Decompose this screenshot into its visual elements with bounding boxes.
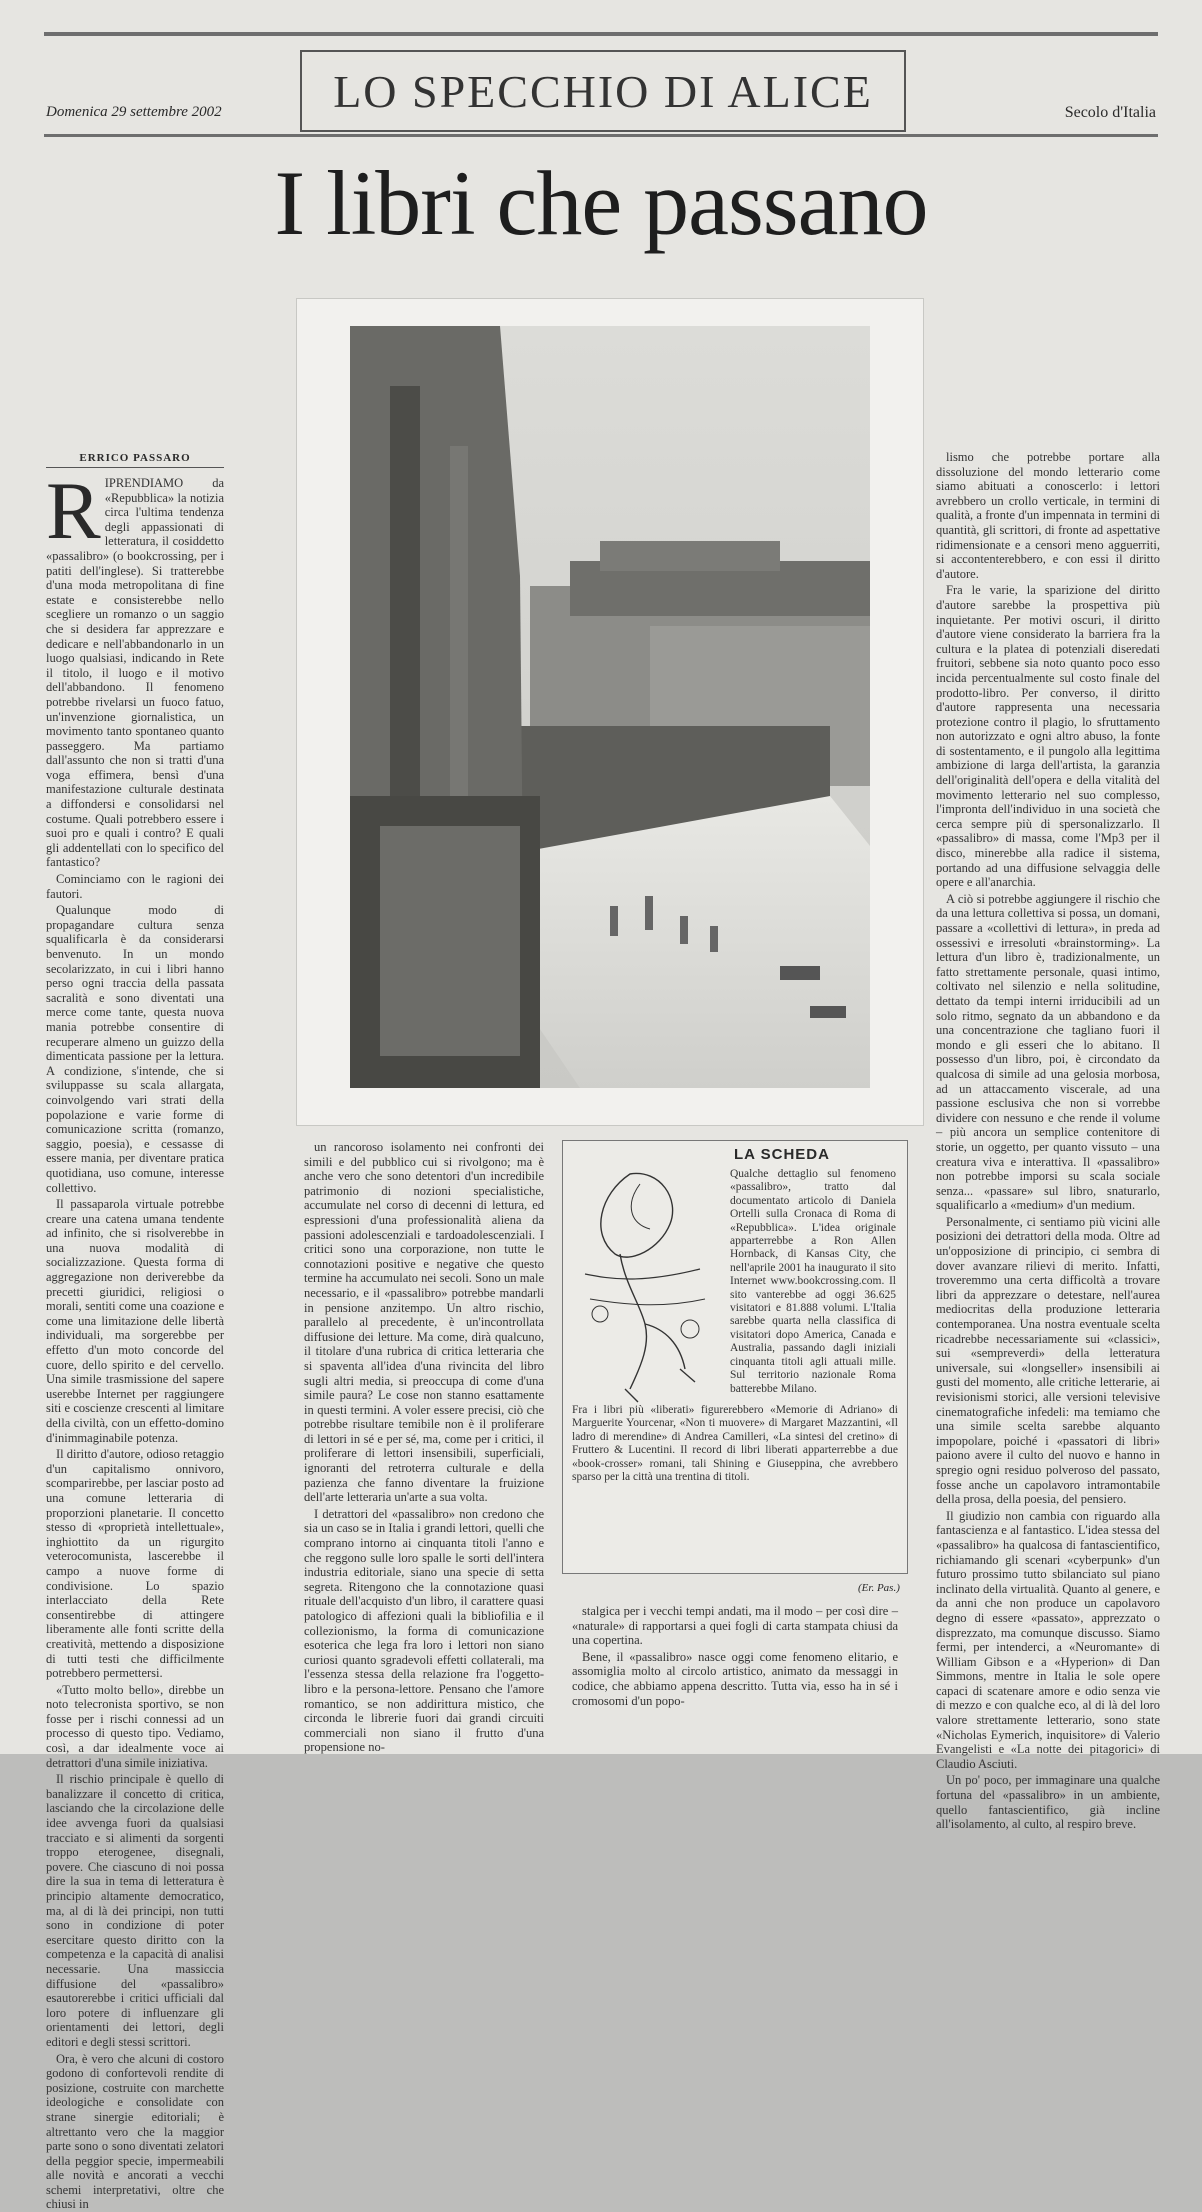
- issue-date: Domenica 29 settembre 2002: [46, 104, 222, 120]
- author-byline: ERRICO PASSARO: [46, 452, 224, 468]
- section-rubric: LO SPECCHIO DI ALICE: [300, 50, 906, 132]
- column-3: [572, 1604, 898, 1708]
- paragraph: Bene, il «passalibro» nasce oggi come fenomeno elitario, e assomiglia molto al circolo artistico, animato da messaggi in codice, che abbiamo appena descritto. Tutta via, esso ha in sé i cromosomi d'un popo-: [572, 1649, 898, 1708]
- top-rule: [44, 32, 1158, 36]
- paragraph: Fra le varie, la sparizione del diritto d'autore sarebbe la prospettiva più inquietante. Per motivi oscuri, il diritto d'autore viene considerato la barriera fra la cultura e la platea di potenziali diseredati fruitori, sebbene sia noto quanto poco esso incida percentualmente sul costo finale del prodotto-libro. Per converso, il diritto d'autore rappresenta una necessaria protezione contro il plagio, lo sfruttamento non autorizzato e ogni altro abuso, la fonte di sostentamento, e il pungolo alla legittima ambizione di larga dell'artista, la garanzia dell'originalità dell'opera e della vitalità del movimento letterario nel suo complesso, l'impronta dell'individuo in una società che cerca sempre più di spersonalizzarlo. Il «passalibro» di massa, come l'Mp3 per il disco, minerebbe alla radice il sistema, portando ad una diffusione selvaggia delle opere e all'anarchia.: [936, 583, 1160, 890]
- figure-illustration: [570, 1154, 720, 1412]
- info-box-text-bottom: [572, 1404, 898, 1576]
- paragraph: «Tutto molto bello», direbbe un noto telecronista sportivo, se non fosse per i rischi connessi ad un processo di questo tipo. Vediamo, così, a dar idealmente voce ai detrattori d'una simile iniziativa.: [46, 1682, 224, 1770]
- column-1: [46, 465, 224, 2212]
- paragraph: lismo che potrebbe portare alla dissoluzione del mondo letterario come siamo abituati a conoscerlo: i lettori avrebbero un crollo verticale, in termini di qualità, a fronte d'un impennata in termini di quantità, gli scrittori, di fronte ad aspettative ridimensionate e a censori meno agguerriti, si accontenterebbero, e con essi il diritto d'autore.: [936, 450, 1160, 581]
- paragraph: stalgica per i vecchi tempi andati, ma il modo – per così dire – «naturale» di rapportarsi a quei fogli di carta stampata chiusi da una copertina.: [572, 1604, 898, 1648]
- paragraph: Ora, è vero che alcuni di costoro godono di confortevoli rendite di posizione, costruite con marchette ideologiche e consolidate con strane sinergie editoriali; è altrettanto vero che la maggior parte sono o sono diventati zelatori della peggior specie, impermeabili alle novità e ancorati a vecchi schemi interpretativi, oltre che chiusi in: [46, 2051, 224, 2212]
- paragraph: Il diritto d'autore, odioso retaggio d'un capitalismo onnivoro, scomparirebbe, per lasciar posto ad una comune letteraria di proporzioni planetarie. Il concetto stesso di «proprietà intellettuale», inghiottito da un rigurgito veterocomunista, lascerebbe il campo a nuove forme di condivisione. Lo spazio interlacciato della Rete consentirebbe di attingere liberamente alle fonti scritte della creatività, mettendo a disposizione di tutti testi che difficilmente potrebbero permettersi.: [46, 1447, 224, 1681]
- info-box-text-top: [730, 1168, 896, 1400]
- paragraph: Il rischio principale è quello di banalizzare il concetto di critica, lasciando che la circolazione delle idee avvenga fuori da qualsiasi tracciato e si alimenti da sorgenti troppo eterogenee, disegnali, povere. Che ciascuno di noi possa dire la sua in tema di letteratura è principio altamente democratico, ma, al di là dei principi, non tutti sono in condizione di poter esercitare questo diritto con la competenza e la capacità di analisi necessarie. Una massiccia diffusione del «passalibro» esautorerebbe i critici ufficiali dal loro potere di influenzare gli orientamenti dei lettori, degli editori e degli stessi scrittori.: [46, 1772, 224, 2049]
- info-box-paragraph-continued: Fra i libri più «liberati» figurerebbero «Memorie di Adriano» di Marguerite Yourcenar, «Non ti muovere» di Margaret Mazzantini, «Il ladro di merendine» di Andrea Camilleri, «La sintesi del cretino» di Fruttero & Lucentini. Il record di libri liberati apparterrebbe a due «book-crosser» romani, tali Shining e Giuseppina, che avrebbero sparso per la città una trentina di titoli.: [572, 1404, 898, 1484]
- city-photo: [350, 326, 870, 1088]
- drop-cap: R: [46, 465, 101, 556]
- paragraph: Il passaparola virtuale potrebbe creare una catena umana tendente ad infinito, che si risolverebbe in una nuova modalità di socializzazione. Questa forma di aggregazione non deriverebbe da precetti giuridici, religiosi o morali, sentiti come una coazione e come una limitazione delle libertà individuali, ma sorgerebbe per effetto d'un moto concorde del cuore, dello spirito e del cervello. Una simile trasmissione del sapere userebbe Internet per raggiungere siti e coscienze crescenti al limitare della civiltà, con un effetto-domino d'inimmaginabile potenza.: [46, 1197, 224, 1445]
- paragraph: A ciò si potrebbe aggiungere il rischio che da una lettura collettiva si possa, un domani, passare a «collettivi di lettura», in preda ad ossessivi e irresoluti «brainstorming». La lettura d'un libro è, tradizionalmente, un fatto strettamente personale, quasi intimo, coltivato nel silenzio e nella solitudine, dettato da tempi interni irriducibili ad un solo ritmo, segnato da un abbandono e da una concentrazione che tagliano fuori il mondo e gli esseri che lo abitano. Il possesso d'un libro, poi, è circondato da qualcosa di simile ad una gelosia morbosa, ad un attaccamento viscerale, ad una passione esclusiva che non si vorrebbe dividere con nessuno e che rende il volume – più ancora un semplice contenitore di storie, un oggetto, per quanto vissuto – una creatura viva e interattiva. Il «passalibro» non potrebbe imporsi su scala sociale senza... «passare» sul libro, snaturarlo, squalificarlo a «medium» d'un medium.: [936, 891, 1160, 1213]
- paragraph: I detrattori del «passalibro» non credono che sia un caso se in Italia i grandi lettori, quelli che comprano intorno ai cinquanta titoli l'anno e che reggono sulle loro spalle le sorti dell'intera industria editoriale, siano una specie di setta segreta. Ritengono che la connotazione quasi rituale dell'acquisto d'un libro, il carattere quasi patologico di affezioni quali la bibliofilia e il collezionismo, la forma di comunicazione esoterica che lega fra loro i lettori non siano curiosi quanto sgradevoli effetti collaterali, ma l'essenza stessa della relazione fra l'oggetto-libro e la persona-lettore. Pensano che l'amore romantico, se non addirittura mistico, che circonda le librerie fuori dai grandi circuiti commerciali non siano il frutto d'una propensione no-: [304, 1506, 544, 1755]
- paragraph: Un po' poco, per immaginare una qualche fortuna del «passalibro» in un ambiente, quello fantascientifico, già incline all'isolamento, al culto, al respiro breve.: [936, 1773, 1160, 1832]
- paragraph: Qualunque modo di propagandare cultura senza squalificarla è da considerarsi benvenuto. In un mondo secolarizzato, in cui i libri hanno perso ogni traccia della passata sacralità e sono diventati una merce come tante, questa nuova mania potrebbe consentire di recuperare almeno un guizzo della dimenticata passione per la lettura. A condizione, s'intende, che si sviluppasse su scala allargata, coinvolgendo vari strati della popolazione e varie forme di comunicazione scritta (romanzo, saggio, poesia), e cessasse di essere mania, per diventare pratica quotidiana, uso comune, interesse collettivo.: [46, 903, 224, 1195]
- newspaper-name: Secolo d'Italia: [1064, 104, 1156, 121]
- info-box-signoff: (Er. Pas.): [858, 1582, 900, 1594]
- paragraph: Personalmente, ci sentiamo più vicini alle posizioni dei detrattori della moda. Oltre ad un'opposizione di principio, ci sembra di dover avanzare rilievi di merito. Infatti, troveremmo una certa difficoltà a trovare libri da apprezzare o detestare, nell'aurea mediocritas della produzione letteraria contemporanea. Una nostra eventuale scelta ricadrebbe necessariamente sui «classici», sui «sempreverdi» della letteratura universale, sui «longseller» insensibili ai gusti del momento, alle critiche letterarie, ai revisionismi storici, alle versioni televisive cinematografiche infedeli: ma temiamo che una simile scelta sarebbe alquanto impopolare, poiché i «passatori di libri» paiono avere il culto del nuovo e hanno in spregio ogni residuo polveroso del passato, fosse anche un capolavoro intramontabile della prosa, della poesia, del pensiero.: [936, 1214, 1160, 1507]
- column-2: [304, 1140, 544, 1755]
- info-box-paragraph: Qualche dettaglio sul fenomeno «passalibro», tratto dal documentato articolo di Daniela Ortelli sulla Cronaca di Roma di «Repubblica». L'idea originale apparterrebbe a Ron Allen Hornback, di Kansas City, che nell'aprile 2001 ha inaugurato il sito Internet www.bookcrossing.com. Il sito vanterebbe ad oggi 36.625 visitatori e 81.888 volumi. L'Italia sarebbe quarta nella classifica di visitatori dopo America, Canada e Australia, passando dagli iniziali cinquanta titoli agli attuali mille. Sul territorio nazionale Roma batterebbe Milano.: [730, 1168, 896, 1395]
- header-rule: [44, 134, 1158, 137]
- column-4: [936, 450, 1160, 1832]
- headline: I libri che passano: [274, 152, 928, 254]
- paragraph: Il giudizio non cambia con riguardo alla fantascienza e al fantastico. L'idea stessa del «passalibro» ha qualcosa di fantascientifico, richiamando gli scenari «cyberpunk» d'un futuro prossimo tutto sbilanciato sul piano inclinato della virtualità. Quanto al genere, e da anni che non produce un capolavoro degno di essere «passato», apprezzato o disprezzato, ma comunque discusso. Siamo fermi, per intenderci, a «Neuromante» di William Gibson e a «Hyperion» di Dan Simmons, mentre in Italia le sole opere capaci di scatenare amore e odio senza vie di mezzo e con qualche eco, al di là del loro valore strettamente letterario, sono state «Nicholas Eymerich, inquisitore» di Valerio Evangelisti e «La notte dei pitagorici» di Claudio Asciuti.: [936, 1508, 1160, 1771]
- paragraph: Cominciamo con le ragioni dei fautori.: [46, 872, 224, 901]
- info-box-title: LA SCHEDA: [734, 1146, 830, 1163]
- lead-paragraph: IPRENDIAMO da «Repubblica» la notizia circa l'ultima tendenza degli appassionati di letteratura, il cosiddetto «passalibro» (o bookcrossing, per i patiti dell'inglese). Si tratterebbe d'una moda metropolitana di fine estate e consisterebbe nello scegliere un romanzo o un saggio che si desidera far apprezzare e dedicare e nell'abbandonarlo in un luogo qualsiasi, indicando in Rete il titolo, il luogo e il motivo dell'abbandono. Il fenomeno potrebbe rivelarsi un fuoco fatuo, un'invenzione giornalistica, un movimento tanto spontaneo quanto passeggero. Ma partiamo dall'assunto che non si tratti d'una voga effimera, bensì d'una manifestazione culturale destinata a diffondersi e consolidarsi nel costume. Quali potrebbero essere i suoi pro e quali i contro? E quali gli addentellati con lo specifico del fantastico?: [46, 476, 224, 870]
- paragraph: un rancoroso isolamento nei confronti dei simili e del pubblico cui si rivolgono; ma è anche vero che sono detentori d'un incredibile patrimonio di nozioni specialistiche, accumulate nel corso di decenni di lettura, ed espressioni d'una professionalità aliena da passioni adolescenziali e tardoadolescenziali. I critici sono una corporazione, non tutte le connotazioni positive e negative che questo termine ha accumulato nei secoli. Sono un male necessario, e il «passalibro» potrebbe mandarli in pensione anzitempo. Un altro rischio, parallelo al precedente, è un'incontrollata diffusione dei letture. Ma come, dirà qualcuno, il titolare d'una rubrica di critica letteraria che si spaventa all'idea d'una rivincita del libro sugli altri media, si preoccupa di come d'una simile paura? Le cose non stanno esattamente in questi termini. A voler essere precisi, ciò che potrebbe risultare temibile non è il proliferare di lettori in sé e per sé, ma, come per i critici, il proliferare di lettori insensibili, superficiali, ignoranti del retroterra culturale e della pazienza che fanno diventare la fruizione dell'arte letteraria un'arte a sua volta.: [304, 1140, 544, 1505]
